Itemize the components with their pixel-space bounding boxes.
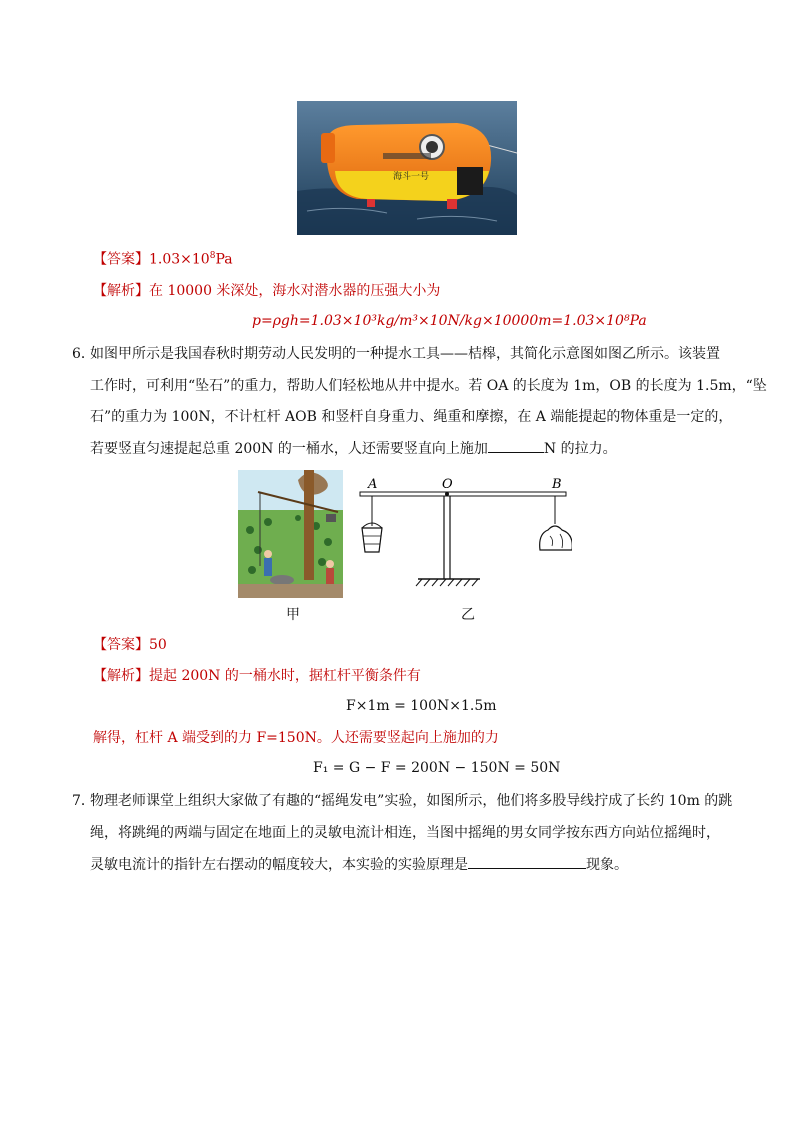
q6-solve-text: 解得，杠杆 A 端受到的力 F=150N。人还需要竖起向上施加的力 <box>93 730 499 746</box>
q6-answer <box>93 635 167 655</box>
q7-line3 <box>90 854 628 875</box>
q7-line2: 绳，将跳绳的两端与固定在地面上的灵敏电流计相连，当图中摇绳的男女同学按东西方向站位摇绳时， <box>90 825 720 841</box>
q6-line4-text: 若要竖直匀速提起总重 200N 的一桶水，人还需要竖直向上施加 <box>90 441 488 457</box>
answer-value: 50 <box>149 637 167 653</box>
well-sweep-illustration <box>238 470 343 598</box>
caption-yi: 乙 <box>461 607 475 623</box>
label-a: A <box>368 477 378 492</box>
q7-line3-tail: 现象。 <box>586 857 628 873</box>
answer-unit: Pa <box>215 251 233 268</box>
q6-equation-2: F₁ = G − F = 200N − 150N = 50N <box>313 760 561 776</box>
q6-line4 <box>90 438 617 459</box>
q5-answer <box>93 246 233 270</box>
analysis-text: 提起 200N 的一桶水时，据杠杆平衡条件有 <box>149 668 421 684</box>
q6-line1: 如图甲所示是我国春秋时期劳动人民发明的一种提水工具——桔槔，其简化示意图如图乙所示。该装置 <box>90 346 720 362</box>
analysis-label: 【解析】 <box>93 283 149 299</box>
q6-equation-1: F×1m = 100N×1.5m <box>346 698 497 714</box>
q6-line2: 工作时，可利用“坠石”的重力，帮助人们轻松地从井中提水。若 OA 的长度为 1m，OB 的长度为 1.5m，“坠 <box>90 378 767 394</box>
submarine-photo <box>297 101 517 235</box>
submarine-name: 海斗一号 <box>393 172 430 182</box>
question-number: 7． <box>72 793 95 809</box>
answer-blank[interactable] <box>468 854 586 869</box>
answer-value: 1.03×10 <box>149 251 210 268</box>
label-o: O <box>442 477 453 492</box>
caption-jia: 甲 <box>286 607 300 623</box>
q5-formula: p=ρgh=1.03×10³kg/m³×10N/kg×10000m=1.03×10⁸Pa <box>252 313 647 329</box>
analysis-text: 在 10000 米深处，海水对潜水器的压强大小为 <box>149 283 441 299</box>
q7-line3-text: 灵敏电流计的指针左右摆动的幅度较大，本实验的实验原理是 <box>90 857 468 873</box>
answer-exponent: 8 <box>209 251 216 261</box>
q6-line4-tail: N 的拉力。 <box>543 441 617 457</box>
q5-analysis <box>93 281 440 301</box>
analysis-label: 【解析】 <box>93 668 149 684</box>
answer-label: 【答案】 <box>93 637 149 653</box>
question-number: 6． <box>72 346 95 362</box>
label-b: B <box>552 477 562 492</box>
answer-blank[interactable] <box>488 438 544 453</box>
answer-label: 【答案】 <box>93 251 149 268</box>
lever-diagram <box>352 474 572 592</box>
q6-analysis <box>93 666 421 686</box>
q7-line1: 物理老师课堂上组织大家做了有趣的“摇绳发电”实验，如图所示，他们将多股导线拧成了长约 10m 的跳 <box>90 793 733 809</box>
q6-line3: 石”的重力为 100N，不计杠杆 AOB 和竖杆自身重力、绳重和摩擦，在 A 端能提起的物体重是一定的， <box>90 409 733 425</box>
